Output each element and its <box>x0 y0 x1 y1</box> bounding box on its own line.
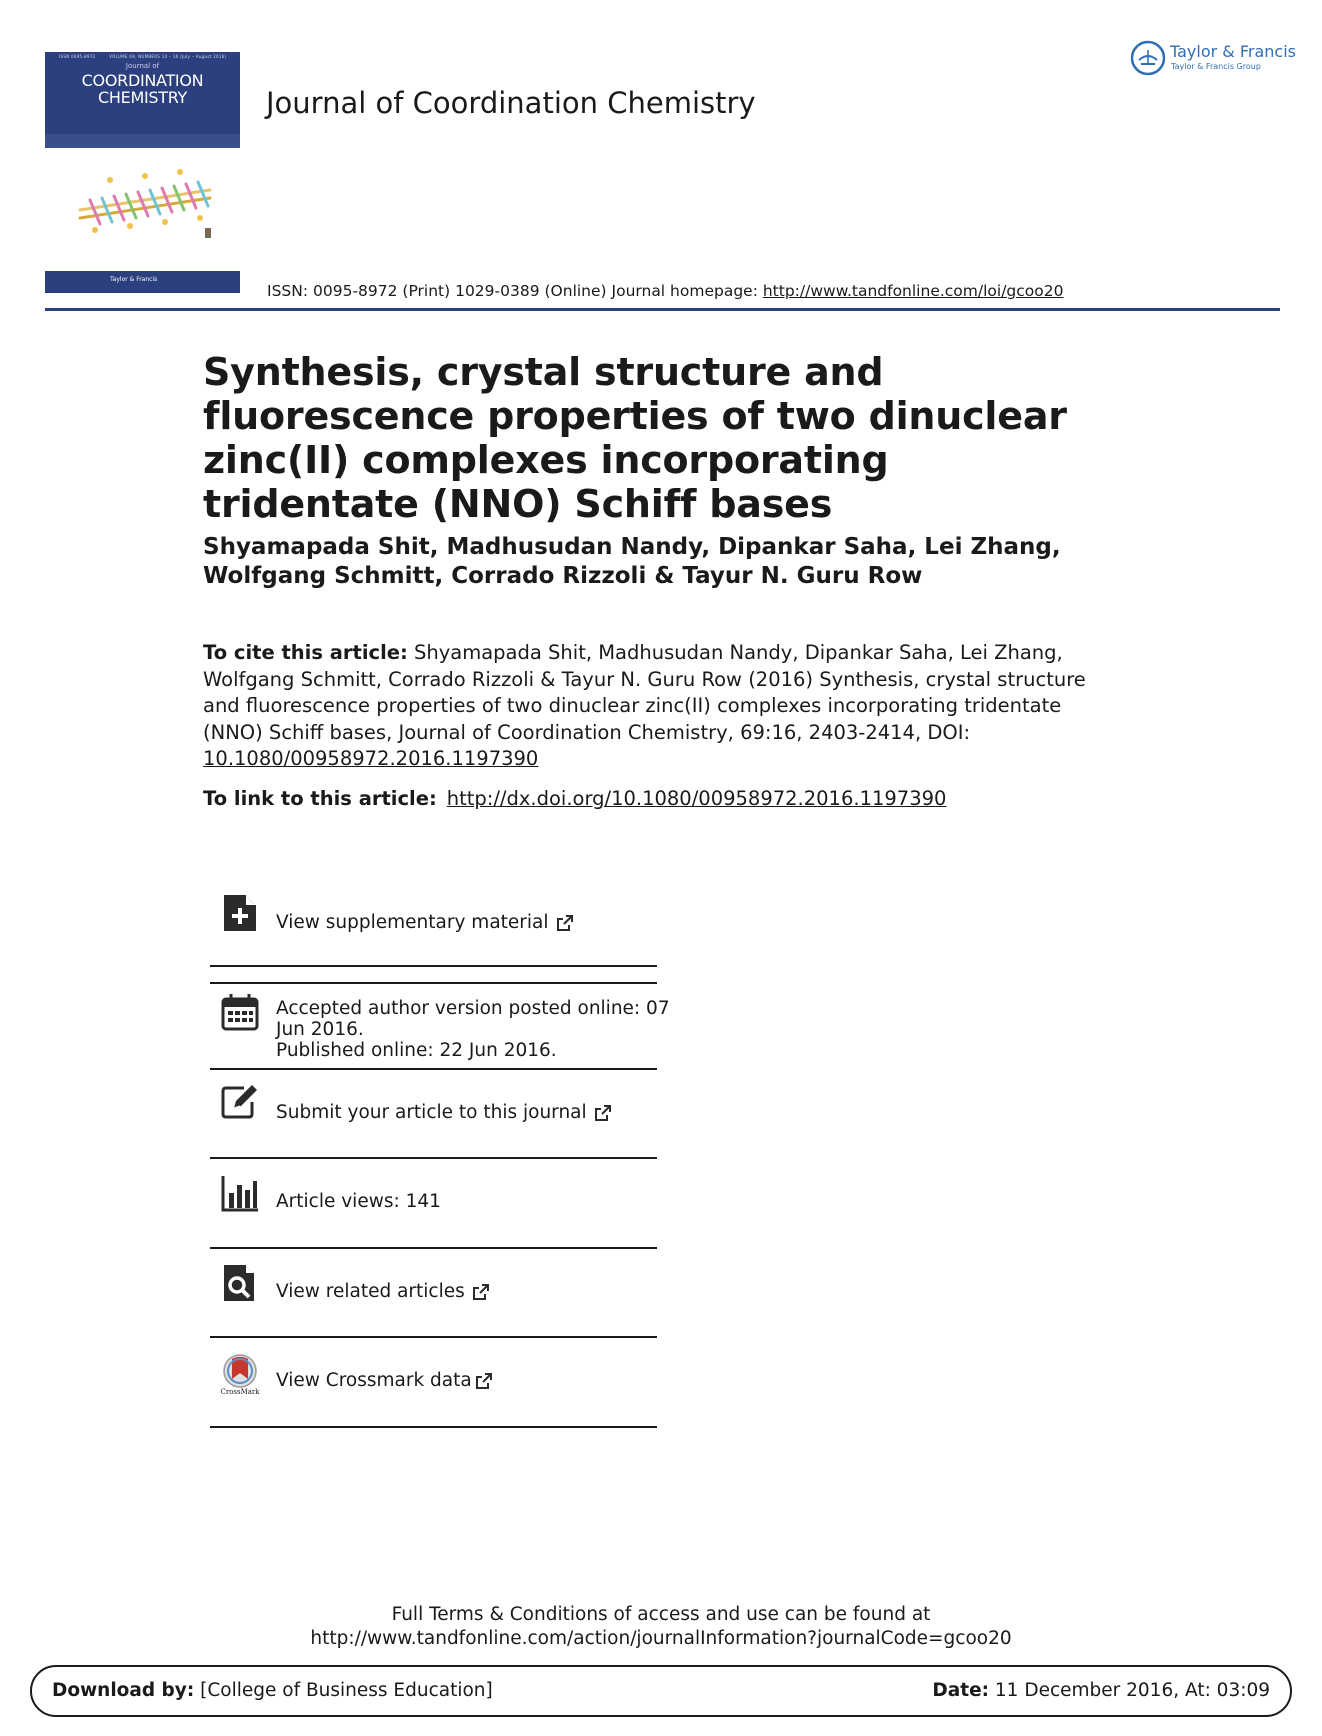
accepted-date: Accepted author version posted online: 07 <box>276 998 670 1019</box>
publication-dates-row <box>210 982 670 1070</box>
published-date: Published online: 22 Jun 2016. <box>276 1040 557 1061</box>
citation-block <box>203 640 1103 773</box>
cover-issn: ISSN 0095-8972 <box>59 54 96 59</box>
related-articles-link[interactable] <box>276 1281 491 1302</box>
external-link-icon <box>471 1282 491 1302</box>
issn-line <box>267 282 1063 300</box>
submit-label: Submit your article to this journal <box>276 1102 587 1123</box>
crossmark-link[interactable] <box>276 1370 494 1391</box>
crossmark-badge-icon <box>222 1353 258 1389</box>
crossmark-label: View Crossmark data <box>276 1370 472 1391</box>
cover-molecule-illustration <box>70 160 220 240</box>
supplementary-material-row[interactable] <box>210 880 657 967</box>
cover-title-line1: COORDINATION <box>81 71 204 90</box>
cover-meta <box>59 54 226 59</box>
related-label: View related articles <box>276 1281 465 1302</box>
date-value: 11 December 2016, At: 03:09 <box>989 1680 1270 1701</box>
supplementary-material-link[interactable] <box>276 912 575 933</box>
bar-chart-icon <box>220 1173 260 1213</box>
journal-homepage-link[interactable]: http://www.tandfonline.com/loi/gcoo20 <box>762 282 1064 300</box>
crossmark-row[interactable] <box>210 1338 657 1428</box>
calendar-icon <box>220 992 260 1032</box>
terms-url[interactable]: http://www.tandfonline.com/action/journalInformation?journalCode=gcoo20 <box>310 1628 1012 1649</box>
cover-journal-of: Journal of <box>125 62 160 70</box>
related-articles-row[interactable] <box>210 1249 657 1338</box>
article-views-row <box>210 1159 657 1249</box>
crossmark-icon <box>220 1353 260 1399</box>
cite-text: Shyamapada Shit, Madhusudan Nandy, Dipankar Saha, Lei Zhang, Wolfgang Schmitt, Corrado Rizzoli & Tayur N. Guru Row (2016) Synthesis, crystal structure and fluorescence properties of two dinuclear zinc(II) complexes incorporating tridentate (NNO) Schiff bases, Journal of Coordination Chemistry, 69:16, 2403-2414, DOI: <box>203 641 1086 744</box>
download-by <box>52 1680 493 1701</box>
article-views: Article views: 141 <box>276 1191 441 1212</box>
article-title: Synthesis, crystal structure and fluorescence properties of two dinuclear zinc(II) complexes incorporating tridentate (NNO) Schiff bases <box>203 350 1067 526</box>
cover-title-line2: CHEMISTRY <box>98 88 187 107</box>
journal-name: Journal of Coordination Chemistry <box>266 86 756 120</box>
terms-line1: Full Terms & Conditions of access and use can be found at <box>391 1604 931 1625</box>
download-label: Download by: <box>52 1680 195 1701</box>
edit-icon <box>220 1082 260 1122</box>
link-label: To link to this article: <box>203 787 437 810</box>
publisher-logo[interactable] <box>1130 38 1296 78</box>
cover-publisher-band <box>45 271 240 293</box>
cite-label: To cite this article: <box>203 641 408 664</box>
cover-title-band <box>45 52 240 134</box>
supplementary-label: View supplementary material <box>276 912 549 933</box>
cover-volume: VOLUME 69, NUMBERS 14 – 16 (July – August 2016) <box>109 54 227 59</box>
article-authors: Shyamapada Shit, Madhusudan Nandy, Dipankar Saha, Lei Zhang, Wolfgang Schmitt, Corrado Rizzoli & Tayur N. Guru Row <box>203 534 1061 589</box>
terms-and-conditions <box>0 1603 1322 1651</box>
cover-editor-band <box>45 134 240 148</box>
publisher-group: Taylor & Francis Group <box>1171 62 1261 71</box>
taylor-francis-logo-icon <box>1130 40 1166 76</box>
journal-cover-image <box>45 52 240 293</box>
cite-doi-link[interactable]: 10.1080/00958972.2016.1197390 <box>203 747 539 770</box>
article-actions-list <box>210 880 670 1428</box>
header-divider <box>45 308 1280 311</box>
article-link-line <box>203 787 946 810</box>
external-link-icon <box>555 913 575 933</box>
date-label: Date: <box>932 1680 990 1701</box>
external-link-icon <box>593 1103 613 1123</box>
publisher-name: Taylor & Francis <box>1170 42 1296 61</box>
article-doi-link[interactable]: http://dx.doi.org/10.1080/00958972.2016.1197390 <box>446 787 947 810</box>
publication-dates <box>276 998 670 1061</box>
submit-article-link[interactable] <box>276 1102 613 1123</box>
accepted-date-cont: Jun 2016. <box>276 1019 364 1040</box>
download-value: [College of Business Education] <box>194 1680 493 1701</box>
issn-text: ISSN: 0095-8972 (Print) 1029-0389 (Online) Journal homepage: <box>267 282 763 300</box>
download-info-bar <box>30 1665 1292 1717</box>
search-document-icon <box>220 1263 260 1303</box>
crossmark-caption: CrossMark <box>220 1388 260 1396</box>
external-link-icon <box>474 1371 494 1391</box>
file-plus-icon <box>220 893 260 933</box>
download-date <box>932 1680 1270 1701</box>
cover-publisher-logo: Taylor & Francis <box>110 276 158 283</box>
submit-article-row[interactable] <box>210 1070 657 1159</box>
